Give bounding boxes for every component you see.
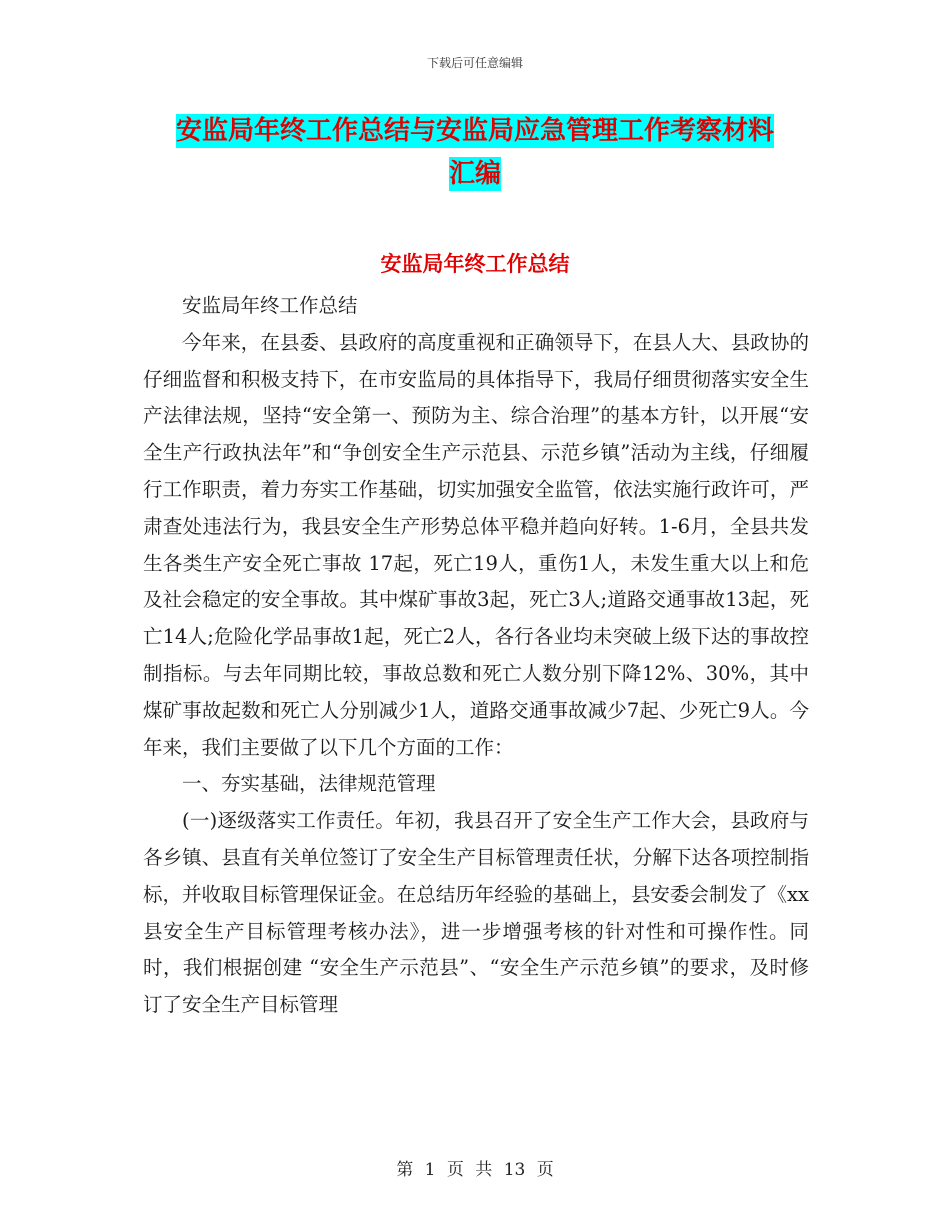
section-title: 安监局年终工作总结 bbox=[380, 252, 570, 276]
paragraph-heading-1: 一、夯实基础，法律规范管理 bbox=[182, 772, 436, 796]
paragraph-intro: 今年来，在县委、县政府的高度重视和正确领导下，在县人大、县政协的仔细监督和积极支持下，在市安监局的具体指导下，我局仔细贯彻落实安全生产法律法规，坚持“安全第一、预防为主、综合治理”的基本方针，以开展“安全生产行政执法年”和“争创安全生产示范县、示范乡镇”活动为主线，仔细履行工作职责，着力夯实工作基础，切实加强安全监管，依法实施行政许可，严肃查处违法行为，我县安全生产形势总体平稳并趋向好转。1-6月，全县共发生各类生产安全死亡事故 17起，死亡19人，重伤1人，未发生重大以上和危及社会稳定的安全事故。其中煤矿事故3起，死亡3人;道路交通事故13起，死亡14人;危险化学品事故1起，死亡2人，各行各业均未突破上级下达的事故控制指标。与去年同期比较，事故总数和死亡人数分别下降12%、30%，其中煤矿事故起数和死亡人分别减少1人，道路交通事故减少7起、少死亡9人。今年来，我们主要做了以下几个方面的工作： bbox=[143, 330, 809, 759]
main-title bbox=[140, 110, 810, 196]
main-title-line2: 汇编 bbox=[448, 159, 501, 189]
header-note: 下载后可任意编辑 bbox=[426, 56, 523, 70]
paragraph-item-1: (一)逐级落实工作责任。年初，我县召开了安全生产工作大会，县政府与各乡镇、县直有关单位签订了安全生产目标管理责任状，分解下达各项控制指标，并收取目标管理保证金。在总结历年经验的基础上，县安委会制发了《xx县安全生产目标管理考核办法》，进一步增强考核的针对性和可操作性。同时，我们根据创建 “安全生产示范县”、“安全生产示范乡镇”的要求，及时修订了安全生产目标管理 bbox=[143, 809, 809, 1017]
main-title-line1: 安监局年终工作总结与安监局应急管理工作考察材料 bbox=[175, 116, 774, 146]
paragraph-subtitle: 安监局年终工作总结 bbox=[182, 294, 358, 317]
page-footer: 第 1 页 共 13 页 bbox=[396, 1160, 554, 1180]
body-text bbox=[143, 288, 809, 1024]
